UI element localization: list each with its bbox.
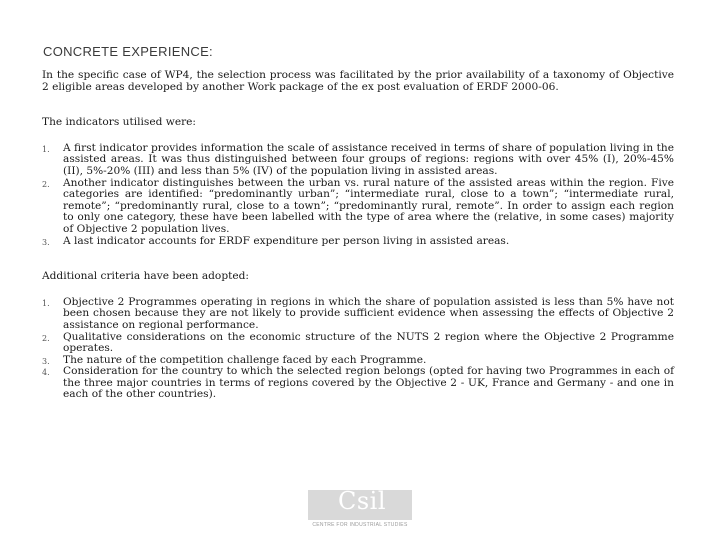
slide-heading: CONCRETE EXPERIENCE:	[43, 44, 213, 59]
indicators-title: The indicators utilised were:	[42, 116, 196, 129]
slide-body	[42, 70, 674, 401]
list-item	[42, 143, 674, 178]
logo-name: Csil	[338, 487, 387, 515]
list-item	[42, 236, 674, 248]
list-item-text: Another indicator distinguishes between the urban vs. rural nature of the assisted areas within the region. Five categories are identified: “predominantly urban”; “intermediate rural, close to a town”; “intermediate rural, remote”; “predominantly rural, close to a town”; “predominantly rural, remote”. In order to assign each region to only one category, these have been labelled with the type of area where the (relative, in some cases) majority of Objective 2 population lives.	[63, 176, 674, 235]
list-number: 3.	[42, 356, 50, 366]
list-item-text: Objective 2 Programmes operating in regions in which the share of population assisted is less than 5% have not been chosen because they are not likely to provide sufficient evidence when assessing the effects of Objective 2 assistance on regional performance.	[63, 295, 674, 331]
logo-tagline: CENTRE FOR INDUSTRIAL STUDIES	[312, 522, 408, 528]
list-number: 2.	[42, 179, 50, 189]
list-item	[42, 366, 674, 401]
intro-paragraph: In the specific case of WP4, the selection process was facilitated by the prior availability of a taxonomy of Objective 2 eligible areas developed by another Work package of the ex post evaluation of ERDF 2000-06.	[42, 69, 674, 93]
list-item	[42, 178, 674, 236]
list-number: 4.	[42, 368, 50, 378]
list-item-text: Consideration for the country to which the selected region belongs (opted for having two Programmes in each of the three major countries in terms of regions covered by the Objective 2 - UK, France and Germany - and one in each of the other countries).	[63, 365, 674, 401]
list-number: 1.	[42, 298, 50, 308]
indicators-list	[42, 143, 674, 247]
csil-logo	[308, 487, 412, 530]
list-number: 2.	[42, 333, 50, 343]
list-item-text: The nature of the competition challenge faced by each Programme.	[63, 353, 427, 366]
list-item-text: A first indicator provides information the scale of assistance received in terms of share of population living in the assisted areas. It was thus distinguished between four groups of regions: regions with over 45% (I), 20%-45% (II), 5%-20% (III) and less than 5% (IV) of the population living in assisted areas.	[63, 141, 674, 177]
criteria-list	[42, 297, 674, 401]
list-item-text: A last indicator accounts for ERDF expenditure per person living in assisted areas.	[63, 234, 510, 247]
list-item	[42, 297, 674, 332]
list-item-text: Qualitative considerations on the economic structure of the NUTS 2 region where the Objective 2 Programme operates.	[63, 330, 674, 355]
criteria-title: Additional criteria have been adopted:	[42, 270, 249, 283]
list-number: 1.	[42, 144, 50, 154]
list-item	[42, 332, 674, 355]
list-number: 3.	[42, 237, 50, 247]
